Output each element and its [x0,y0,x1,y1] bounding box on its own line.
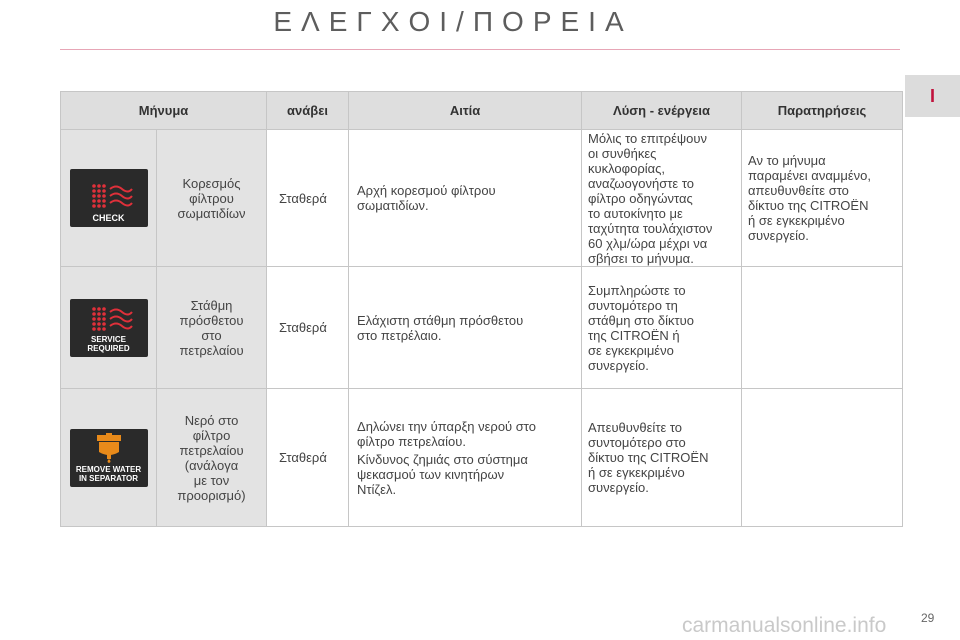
table-header-row [61,92,903,130]
icon-label-line-1: REMOVE WATER [75,464,142,474]
table-row [61,389,903,527]
fuel-filter-water-icon [89,433,129,463]
icon-label-line-2: IN SEPARATOR [78,473,139,483]
lights-cell: Σταθερά [267,267,349,389]
icon-cell [61,267,157,389]
icon-cell [61,130,157,267]
message-cell: Νερό στο φίλτρο πετρελαίου (ανάλογα με τον προορισμό) [157,389,267,527]
particle-filter-icon [84,182,134,212]
notes-cell: Αν το μήνυμα παραμένει αναμμένο, απευθυνθείτε στο δίκτυο της CITROËN ή σε εγκεκριμένο συνεργείο. [742,130,903,267]
solution-cell: Απευθυνθείτε το συντομότερο στο δίκτυο της CITROËN ή σε εγκεκριμένο συνεργείο. [582,389,742,527]
table-row [61,267,903,389]
notes-cell [742,267,903,389]
lights-cell: Σταθερά [267,389,349,527]
icon-label-check: CHECK [92,213,125,223]
watermark: carmanualsonline.info [682,614,887,637]
chapter-tab[interactable]: I [905,75,960,117]
header-lights: ανάβει [267,92,349,130]
title-divider [60,49,900,50]
header-cause: Αιτία [349,92,582,130]
fuel-filter-clogging-icon [70,169,148,227]
header-notes: Παρατηρήσεις [742,92,903,130]
icon-label-line-2: REQUIRED [87,343,130,353]
particle-filter-icon [84,305,134,333]
solution-cell: Συμπληρώστε το συντομότερο τη στάθμη στο δίκτυο της CITROËN ή σε εγκεκριμένο συνεργείο. [582,267,742,389]
header-solution: Λύση - ενέργεια [582,92,742,130]
cause-cell: Δηλώνει την ύπαρξη νερού στο φίλτρο πετρελαίου. Κίνδυνος ζημιάς στο σύστημα ψεκασμού των κινητήρων Ντίζελ. [349,389,582,527]
cause-cell: Αρχή κορεσμού φίλτρου σωματιδίων. [349,130,582,267]
page-title: ΕΛΕΓΧΟΙ/ΠΟΡΕΙΑ [273,6,633,37]
table-row [61,130,903,267]
lights-cell: Σταθερά [267,130,349,267]
solution-cell: Μόλις το επιτρέψουν οι συνθήκες κυκλοφορίας, αναζωογονήστε το φίλτρο οδηγώντας το αυτοκίνητο με ταχύτητα τουλάχιστον 60 χλμ/ώρα μέχρι να σβήσει το μήνυμα. [582,130,742,267]
water-in-fuel-filter-icon [70,429,148,487]
header-message: Μήνυμα [61,92,267,130]
icon-cell [61,389,157,527]
page-number: 29 [921,611,935,625]
cause-cell: Ελάχιστη στάθμη πρόσθετου στο πετρέλαιο. [349,267,582,389]
warning-messages-table [60,91,903,527]
icon-label-line-1: SERVICE [91,334,126,344]
message-cell: Στάθμη πρόσθετου στο πετρελαίου [157,267,267,389]
additive-level-icon [70,299,148,357]
message-cell: Κορεσμός φίλτρου σωματιδίων [157,130,267,267]
notes-cell [742,389,903,527]
